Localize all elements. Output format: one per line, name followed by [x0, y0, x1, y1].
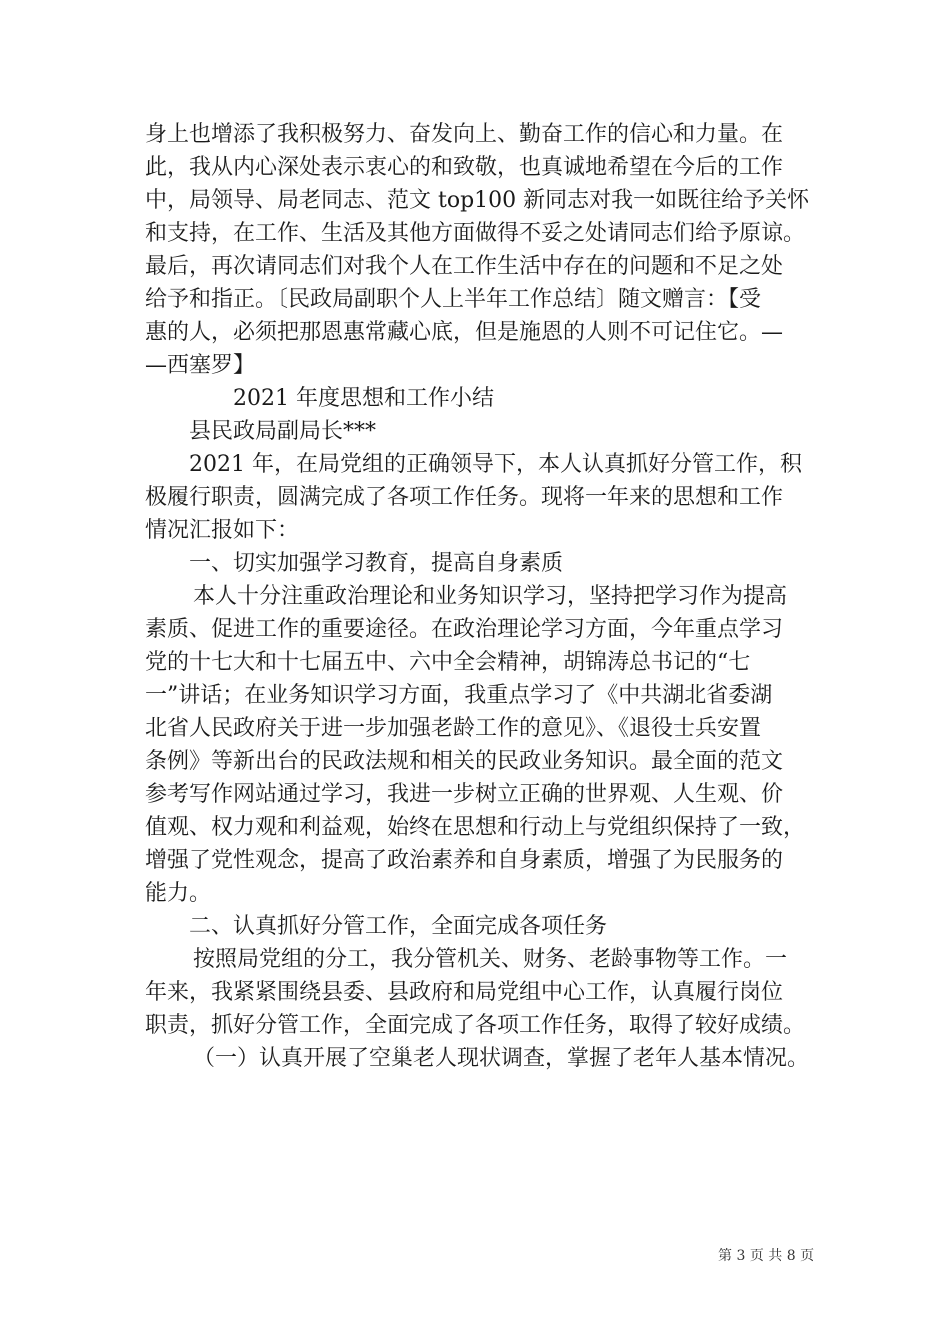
document-title: 2021 年度思想和工作小结: [233, 386, 494, 411]
footer-prefix: 第: [718, 1248, 732, 1264]
paragraph-line: 素质、促进工作的重要途径。在政治理论学习方面，今年重点学习: [145, 617, 784, 642]
paragraph-line: 能力。: [145, 881, 212, 906]
paragraph-line: 身上也增添了我积极努力、奋发向上、勤奋工作的信心和力量。在: [145, 122, 784, 147]
paragraph-line: 参考写作网站通过学习，我进一步树立正确的世界观、人生观、价: [145, 782, 784, 807]
paragraph-line: 增强了党性观念，提高了政治素养和自身素质，增强了为民服务的: [145, 848, 784, 873]
paragraph-line: 此，我从内心深处表示衷心的和致敬，也真诚地希望在今后的工作: [145, 155, 784, 180]
paragraph-line: 惠的人，必须把那恩惠常藏心底，但是施恩的人则不可记住它。—: [145, 320, 784, 345]
subsection-heading: （一）认真开展了空巢老人现状调查，掌握了老年人基本情况。: [193, 1046, 810, 1071]
paragraph-line: 年来，我紧紧围绕县委、县政府和局党组中心工作，认真履行岗位: [145, 980, 784, 1005]
paragraph-line: 按照局党组的分工，我分管机关、财务、老龄事物等工作。一: [193, 947, 788, 972]
paragraph-line: 给予和指正。〔民政局副职个人上半年工作总结〕随文赠言：【受: [145, 287, 762, 312]
document-body: [145, 118, 825, 1075]
paragraph-line: 极履行职责，圆满完成了各项工作任务。现将一年来的思想和工作: [145, 485, 784, 510]
paragraph-line: 北省人民政府关于进一步加强老龄工作的意见》、《退役士兵安置: [145, 716, 762, 741]
paragraph-line: 2021 年，在局党组的正确领导下，本人认真抓好分管工作，积: [189, 452, 802, 477]
paragraph-line: 最后，再次请同志们对我个人在工作生活中存在的问题和不足之处: [145, 254, 784, 279]
author-byline: 县民政局副局长***: [189, 419, 377, 444]
paragraph-line: 本人十分注重政治理论和业务知识学习，坚持把学习作为提高: [193, 584, 788, 609]
paragraph-line: 情况汇报如下：: [145, 518, 300, 543]
paragraph-line: 和支持，在工作、生活及其他方面做得不妥之处请同志们给予原谅。: [145, 221, 806, 246]
paragraph-line: 一”讲话；在业务知识学习方面，我重点学习了《中共湖北省委湖: [145, 683, 773, 708]
total-pages-number: 8: [786, 1248, 796, 1264]
paragraph-line: 值观、权力观和利益观，始终在思想和行动上与党组织保持了一致，: [145, 815, 806, 840]
paragraph-line: 条例》等新出台的民政法规和相关的民政业务知识。最全面的范文: [145, 749, 784, 774]
footer-suffix: 页: [800, 1248, 815, 1264]
current-page-number: 3: [736, 1248, 746, 1264]
footer-middle: 页 共: [749, 1248, 783, 1264]
page-footer: [718, 1245, 814, 1265]
section-heading: 二、认真抓好分管工作，全面完成各项任务: [189, 914, 608, 939]
paragraph-line: —西塞罗】: [145, 353, 256, 378]
paragraph-line: 职责，抓好分管工作，全面完成了各项工作任务，取得了较好成绩。: [145, 1013, 806, 1038]
paragraph-line: 党的十七大和十七届五中、六中全会精神，胡锦涛总书记的“七: [145, 650, 751, 675]
section-heading: 一、切实加强学习教育，提高自身素质: [189, 551, 564, 576]
paragraph-line: 中，局领导、局老同志、范文 top100 新同志对我一如既往给予关怀: [145, 188, 810, 213]
